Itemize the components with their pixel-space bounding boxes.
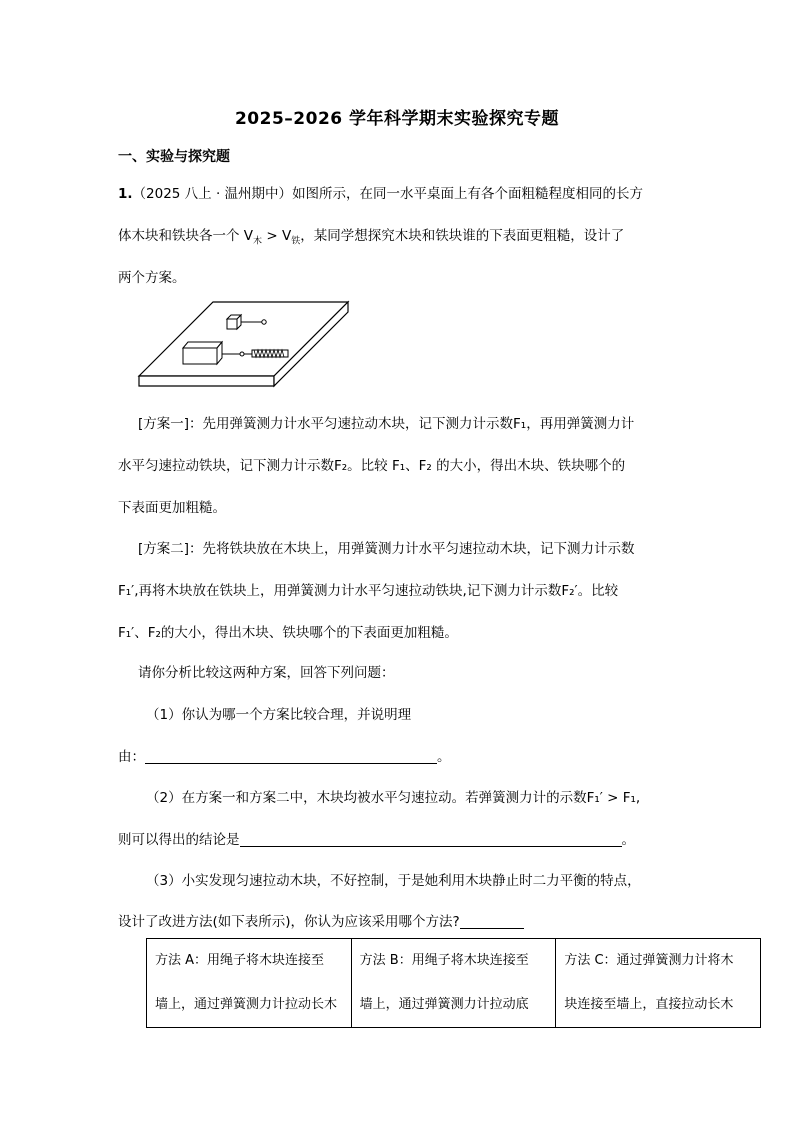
plan2-line-2: F₁′,再将木块放在铁块上，用弹簧测力计水平匀速拉动铁块,记下测力计示数F₂′。比较 [118, 583, 619, 599]
question-text: 由： [118, 749, 145, 765]
question-text: 如图所示，在同一水平桌面上有各个面粗糙程度相同的长方 [292, 186, 644, 202]
method-a-cell [147, 939, 352, 1028]
plan2-line-3: F₁′、F₂的大小，得出木块、铁块哪个的下表面更加粗糙。 [118, 625, 458, 641]
methods-table [146, 938, 761, 1028]
subscript: 木 [253, 236, 263, 247]
method-c-line-1: 方法 C：通过弹簧测力计将木 [564, 953, 734, 968]
method-c-cell [556, 939, 761, 1028]
question-number: 1. [118, 186, 133, 202]
table-row [147, 939, 761, 1028]
answer-blank-1[interactable] [145, 749, 437, 764]
method-a-line-2: 墙上，通过弹簧测力计拉动长木 [155, 997, 338, 1012]
method-b-line-1: 方法 B：用绳子将木块连接至 [359, 953, 529, 968]
plan1-line-1: [方案一]：先用弹簧测力计水平匀速拉动木块，记下测力计示数F₁，再用弹簧测力计 [138, 416, 635, 432]
method-a-line-1: 方法 A：用绳子将木块连接至 [155, 953, 325, 968]
sub-question-2: （2）在方案一和方案二中，木块均被水平匀速拉动。若弹簧测力计的示数F₁′ > F₁, [146, 790, 641, 806]
sub-question-3: （3）小实发现匀速拉动木块，不好控制，于是她利用木块静止时二力平衡的特点， [146, 873, 641, 889]
question-text: 体木块和铁块各一个 V [118, 228, 254, 244]
method-b-line-2: 墙上，通过弹簧测力计拉动底 [359, 997, 529, 1012]
sub-question-1-answer-line [118, 745, 451, 765]
page-title: 2025–2026 学年科学期末实验探究专题 [234, 109, 560, 129]
question-text: ，某同学想探究木块和铁块谁的下表面更粗糙，设计了 [300, 228, 625, 244]
question-source: （2025 八上 · 温州期中） [132, 186, 293, 202]
question-line-1 [118, 182, 643, 202]
answer-blank-2[interactable] [240, 832, 622, 847]
question-text: 设计了改进方法(如下表所示)，你认为应该采用哪个方法? [118, 914, 460, 930]
section-heading: 一、实验与探究题 [118, 149, 230, 165]
analysis-prompt: 请你分析比较这两种方案，回答下列问题： [138, 665, 395, 681]
plan2-line-1: [方案二]：先将铁块放在木块上，用弹簧测力计水平匀速拉动木块，记下测力计示数 [138, 541, 635, 557]
sub-question-3-answer-line [118, 910, 524, 930]
plan1-line-2: 水平匀速拉动铁块，记下测力计示数F₂。比较 F₁、F₂ 的大小，得出木块、铁块哪个的 [118, 458, 626, 474]
plan1-line-3: 下表面更加粗糙。 [118, 500, 226, 516]
method-c-line-2: 块连接至墙上，直接拉动长木 [564, 997, 734, 1012]
subscript: 铁 [291, 236, 301, 247]
answer-blank-3[interactable] [460, 914, 524, 929]
sub-question-2-answer-line [118, 828, 635, 848]
question-text: 。 [621, 832, 635, 848]
method-b-cell [351, 939, 556, 1028]
question-text: > V [262, 228, 292, 244]
apparatus-figure [132, 296, 352, 392]
question-text: 则可以得出的结论是 [118, 832, 240, 848]
question-text: 。 [437, 749, 451, 765]
sub-question-1: （1）你认为哪一个方案比较合理，并说明理 [146, 707, 412, 723]
question-line-3: 两个方案。 [118, 270, 186, 286]
question-line-2 [118, 224, 624, 247]
